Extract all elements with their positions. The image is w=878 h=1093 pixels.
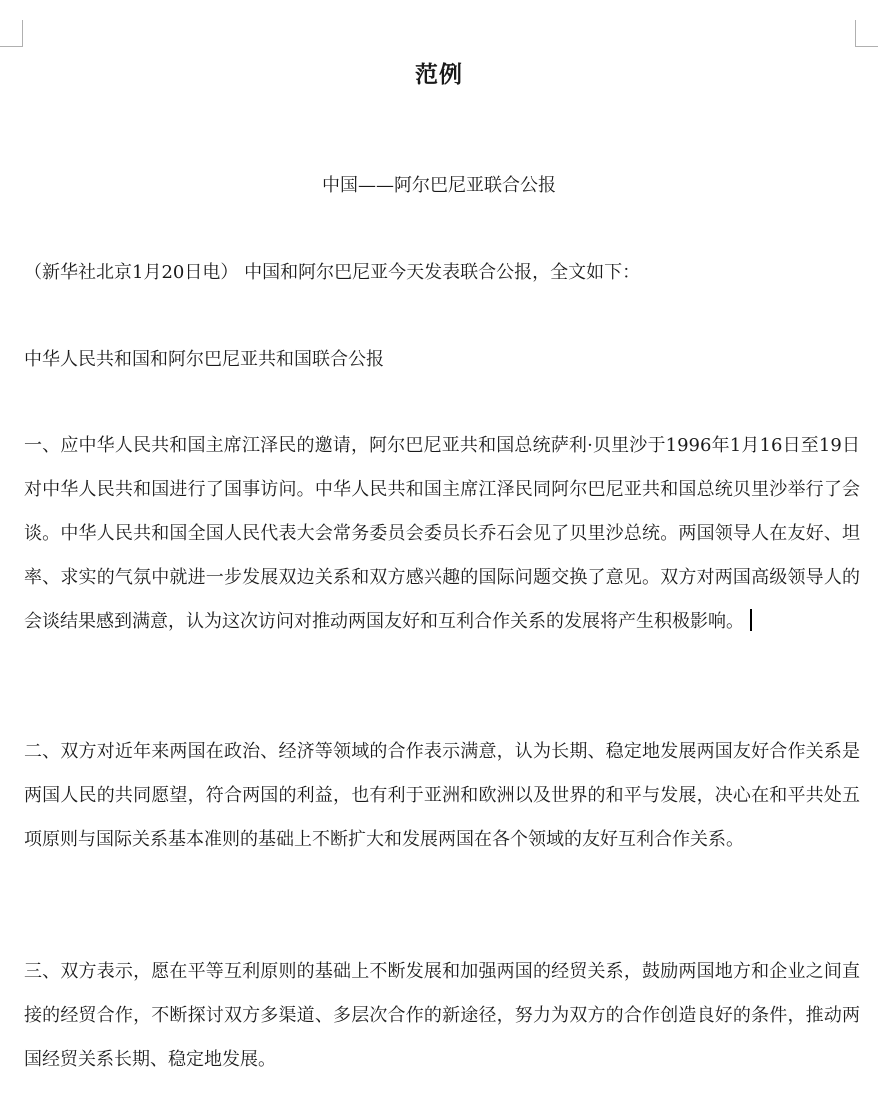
paragraph-3[interactable]: [24, 950, 860, 1082]
document-title[interactable]: 范例: [415, 61, 463, 88]
communique-heading[interactable]: 中华人民共和国和阿尔巴尼亚共和国联合公报: [24, 349, 384, 370]
text-cursor: [750, 609, 752, 631]
paragraph-2-text: 二、双方对近年来两国在政治、经济等领域的合作表示满意，认为长期、稳定地发展两国友好合作关系是两国人民的共同愿望，符合两国的利益，也有利于亚洲和欧洲以及世界的和平与发展，决心在和平共处五项原则与国际关系基本准则的基础上不断扩大和发展两国在各个领域的友好互利合作关系。: [24, 741, 860, 850]
margin-corner-mark-right: [855, 20, 878, 47]
paragraph-1[interactable]: [24, 424, 860, 644]
paragraph-1-text: 一、应中华人民共和国主席江泽民的邀请，阿尔巴尼亚共和国总统萨利·贝里沙于1996年1月16日至19日对中华人民共和国进行了国事访问。中华人民共和国主席江泽民同阿尔巴尼亚共和国总统贝里沙举行了会谈。中华人民共和国全国人民代表大会常务委员会委员长乔石会见了贝里沙总统。两国领导人在友好、坦率、求实的气氛中就进一步发展双边关系和双方感兴趣的国际问题交换了意见。双方对两国高级领导人的会谈结果感到满意，认为这次访问对推动两国友好和互利合作关系的发展将产生积极影响。: [24, 435, 860, 632]
paragraph-2[interactable]: [24, 730, 860, 862]
margin-corner-mark-left: [0, 20, 23, 47]
document-subtitle[interactable]: 中国——阿尔巴尼亚联合公报: [322, 175, 556, 196]
dateline-paragraph[interactable]: （新华社北京1月20日电） 中国和阿尔巴尼亚今天发表联合公报，全文如下：: [24, 262, 641, 283]
paragraph-3-text: 三、双方表示，愿在平等互利原则的基础上不断发展和加强两国的经贸关系，鼓励两国地方和企业之间直接的经贸合作，不断探讨双方多渠道、多层次合作的新途径，努力为双方的合作创造良好的条件，推动两国经贸关系长期、稳定地发展。: [24, 961, 860, 1070]
